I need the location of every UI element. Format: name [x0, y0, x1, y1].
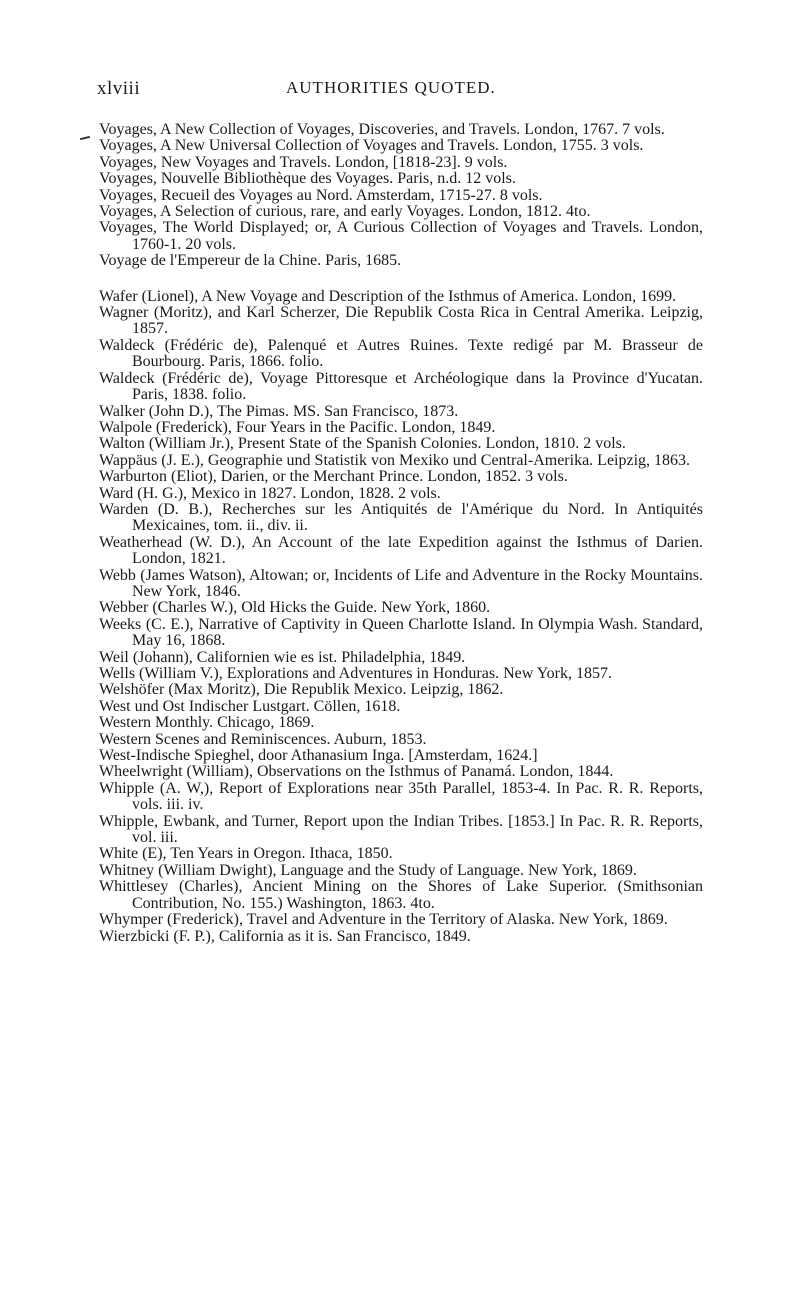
bibliography-entry: Voyages, A New Universal Collection of Voyages and Travels. London, 1755. 3 vols. — [99, 137, 644, 155]
bibliography-entry: Webb (James Watson), Altowan; or, Incidents of Life and Adventure in the Rocky Mountains. New York, 1846. — [99, 566, 703, 600]
bibliography-entry: Voyages, New Voyages and Travels. London, [1818-23]. 9 vols. — [99, 153, 508, 171]
bibliography-entry: Voyage de l'Empereur de la Chine. Paris, 1685. — [99, 252, 402, 270]
bibliography-entry: Whipple (A. W,), Report of Explorations near 35th Parallel, 1853-4. In Pac. R. R. Reports, vols. iii. iv. — [99, 779, 703, 814]
bibliography-entry: Weatherhead (W. D.), An Account of the late Expedition against the Isthmus of Darien. London, 1821. — [99, 533, 703, 568]
bibliography-entry: Waldeck (Frédéric de), Palenqué et Autres Ruines. Texte redigé par M. Brasseur de Bourbourg. Paris, 1866. folio. — [99, 336, 703, 371]
bibliography-entry: Waldeck (Frédéric de), Voyage Pittoresque et Archéologique dans la Province d'Yucatan. Paris, 1838. folio. — [99, 369, 703, 404]
bibliography-entry: Weeks (C. E.), Narrative of Captivity in Queen Charlotte Island. In Olympia Wash. Standard, May 16, 1868. — [99, 615, 703, 650]
page-number: xlviii — [97, 78, 141, 99]
bibliography-entry: Western Monthly. Chicago, 1869. — [99, 714, 315, 732]
entry-group — [99, 122, 703, 270]
bibliography-entry: Webber (Charles W.), Old Hicks the Guide. New York, 1860. — [99, 599, 491, 617]
bibliography-entry: Warburton (Eliot), Darien, or the Merchant Prince. London, 1852. 3 vols. — [99, 468, 568, 486]
bibliography-entry: Ward (H. G.), Mexico in 1827. London, 1828. 2 vols. — [99, 484, 441, 502]
bibliography-list — [99, 122, 703, 945]
bibliography-entry: Whittlesey (Charles), Ancient Mining on the Shores of Lake Superior. (Smithsonian Contribution, No. 155.) Washington, 1863. 4to. — [99, 878, 703, 912]
bibliography-entry: Wierzbicki (F. P.), California as it is. San Francisco, 1849. — [99, 927, 471, 945]
entry-group — [99, 289, 703, 945]
bibliography-entry: Western Scenes and Reminiscences. Auburn, 1853. — [99, 730, 427, 748]
bibliography-entry: Voyages, The World Displayed; or, A Curious Collection of Voyages and Travels. London, 1760-1. 20 vols. — [99, 219, 703, 253]
bibliography-entry: West und Ost Indischer Lustgart. Cöllen, 1618. — [99, 697, 401, 715]
bibliography-entry: Walker (John D.), The Pimas. MS. San Francisco, 1873. — [99, 402, 459, 420]
running-title: AUTHORITIES QUOTED. — [286, 78, 496, 97]
bibliography-entry: White (E), Ten Years in Oregon. Ithaca, 1850. — [99, 845, 393, 863]
bibliography-entry: Walpole (Frederick), Four Years in the Pacific. London, 1849. — [99, 418, 496, 436]
bibliography-entry: Warden (D. B.), Recherches sur les Antiquités de l'Amérique du Nord. In Antiquités Mexicaines, tom. ii., div. ii. — [99, 500, 703, 535]
bibliography-entry: Walton (William Jr.), Present State of the Spanish Colonies. London, 1810. 2 vols. — [99, 435, 626, 453]
bibliography-entry: Wells (William V.), Explorations and Adventures in Honduras. New York, 1857. — [99, 665, 612, 682]
bibliography-entry: Voyages, A New Collection of Voyages, Discoveries, and Travels. London, 1767. 7 vols. — [99, 121, 665, 138]
bibliography-entry: Welshöfer (Max Moritz), Die Republik Mexico. Leipzig, 1862. — [99, 681, 504, 699]
bibliography-entry: Weil (Johann), Californien wie es ist. Philadelphia, 1849. — [99, 648, 466, 666]
bibliography-entry: Voyages, Recueil des Voyages au Nord. Amsterdam, 1715-27. 8 vols. — [99, 186, 543, 204]
bibliography-entry: Whitney (William Dwight), Language and the Study of Language. New York, 1869. — [99, 861, 637, 879]
bibliography-entry: Wheelwright (William), Observations on the Isthmus of Panamá. London, 1844. — [99, 763, 614, 781]
bibliography-entry: Wappäus (J. E.), Geographie und Statistik von Mexiko und Central-Amerika. Leipzig, 1863. — [99, 451, 691, 469]
bibliography-entry: West-Indische Spieghel, door Athanasium Inga. [Amsterdam, 1624.] — [99, 747, 538, 765]
bibliography-entry: Wafer (Lionel), A New Voyage and Description of the Isthmus of America. London, 1699. — [99, 287, 677, 305]
page-header — [97, 78, 703, 104]
bibliography-entry: Whipple, Ewbank, and Turner, Report upon the Indian Tribes. [1853.] In Pac. R. R. Reports, vol. iii. — [99, 812, 703, 847]
bibliography-entry: Whymper (Frederick), Travel and Adventure in the Territory of Alaska. New York, 1869. — [99, 911, 668, 929]
bibliography-entry: Voyages, A Selection of curious, rare, and early Voyages. London, 1812. 4to. — [99, 203, 591, 221]
margin-pen-mark — [80, 136, 90, 140]
bibliography-entry: Wagner (Moritz), and Karl Scherzer, Die Republik Costa Rica in Central Amerika. Leipzig, 1857. — [99, 304, 703, 338]
bibliography-entry: Voyages, Nouvelle Bibliothèque des Voyages. Paris, n.d. 12 vols. — [99, 170, 516, 188]
